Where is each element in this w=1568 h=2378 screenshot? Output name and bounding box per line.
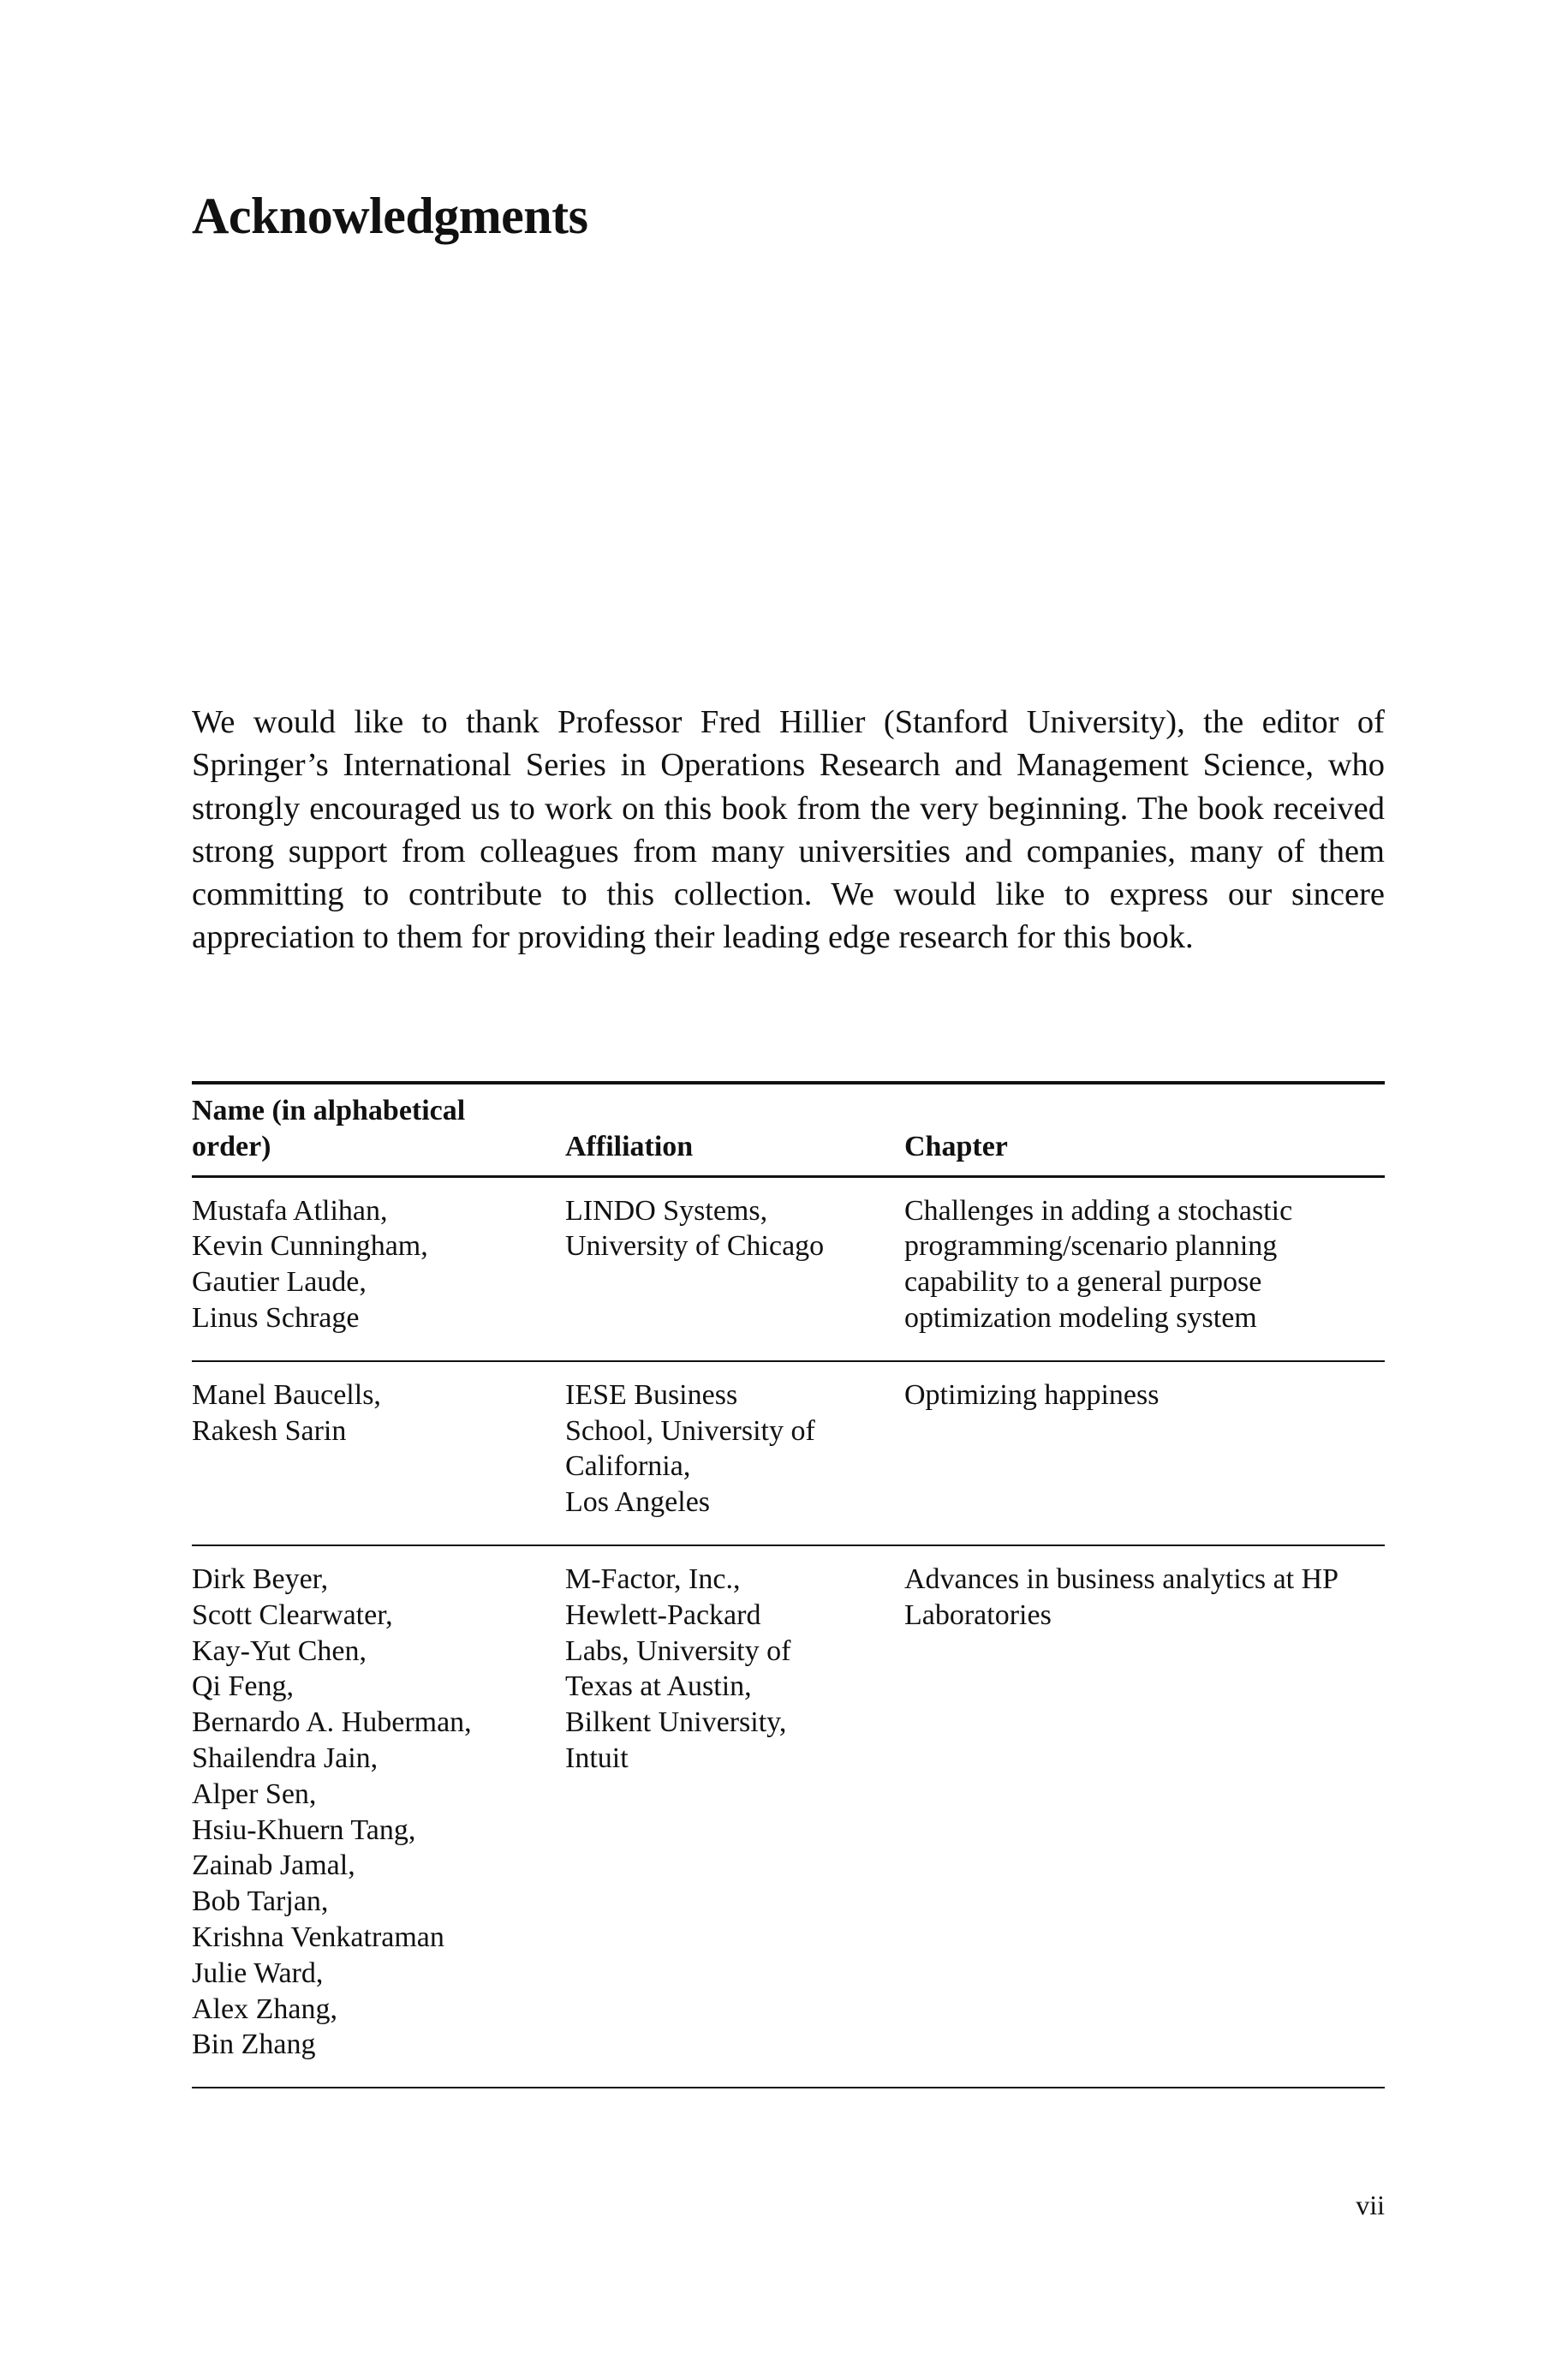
affiliation-line: IESE Business <box>565 1378 738 1411</box>
page-number: vii <box>1356 2190 1385 2220</box>
affiliation-line: Labs, University of <box>565 1634 791 1667</box>
contributor-name: Julie Ward, <box>192 1957 324 1989</box>
contributor-name: Gautier Laude, <box>192 1266 367 1299</box>
affiliation-line: University of Chicago <box>565 1230 825 1263</box>
contributor-name: Linus Schrage <box>192 1301 360 1334</box>
table-header <box>192 1083 1385 1176</box>
table-header-row <box>192 1083 1385 1176</box>
chapter-line: capability to a general purpose <box>904 1266 1262 1299</box>
contributor-name: Alper Sen, <box>192 1778 317 1810</box>
page-title: Acknowledgments <box>192 188 588 244</box>
affiliation-cell <box>565 1545 904 2088</box>
chapter-line: Challenges in adding a stochastic <box>904 1194 1293 1227</box>
chapter-line: Optimizing happiness <box>904 1378 1160 1411</box>
affiliation-line: M-Factor, Inc., <box>565 1562 741 1595</box>
affiliation-cell <box>565 1176 904 1361</box>
affiliation-cell <box>565 1361 904 1545</box>
names-cell <box>192 1545 565 2088</box>
table-row <box>192 1176 1385 1361</box>
contributor-name: Kevin Cunningham, <box>192 1230 428 1263</box>
acknowledgments-table <box>192 1081 1385 2088</box>
contributor-name: Krishna Venkatraman <box>192 1921 444 1953</box>
affiliation-line: Texas at Austin, <box>565 1670 752 1703</box>
contributor-name: Kay-Yut Chen, <box>192 1634 367 1667</box>
contributor-name: Dirk Beyer, <box>192 1562 329 1595</box>
affiliation-line: School, University of <box>565 1414 815 1447</box>
header-affiliation: Affiliation <box>565 1130 694 1162</box>
names-cell <box>192 1176 565 1361</box>
contributor-name: Shailendra Jain, <box>192 1742 379 1774</box>
chapter-line: Laboratories <box>904 1598 1052 1631</box>
contributor-name: Rakesh Sarin <box>192 1414 347 1447</box>
table-row <box>192 1361 1385 1545</box>
affiliation-line: Hewlett-Packard <box>565 1598 761 1631</box>
affiliation-line: California, <box>565 1450 691 1483</box>
names-cell <box>192 1361 565 1545</box>
contributor-name: Bernardo A. Huberman, <box>192 1706 472 1739</box>
intro-paragraph: We would like to thank Professor Fred Hillier (Stanford University), the editor of Springer’s International Series in Operations Research and Management Science, who strongly encouraged us to work on this book from the very beginning. The book received strong support from colleagues from many universities and companies, many of them committing to contribute to this collection. We would like to express our sincere appreciation to them for providing their leading edge research for this book. <box>192 704 1385 956</box>
chapter-cell <box>904 1545 1385 2088</box>
contributor-name: Mustafa Atlihan, <box>192 1194 388 1227</box>
affiliation-line: Intuit <box>565 1742 629 1774</box>
affiliation-line: Bilkent University, <box>565 1706 787 1739</box>
chapter-line: programming/scenario planning <box>904 1230 1278 1263</box>
contributor-name: Zainab Jamal, <box>192 1849 355 1882</box>
chapter-cell <box>904 1361 1385 1545</box>
header-name <box>192 1083 565 1176</box>
contributor-name: Hsiu-Khuern Tang, <box>192 1813 416 1846</box>
contributor-name: Manel Baucells, <box>192 1378 381 1411</box>
affiliation-line: Los Angeles <box>565 1486 711 1519</box>
table-body <box>192 1176 1385 2088</box>
contributor-name: Bin Zhang <box>192 2028 316 2061</box>
chapter-cell <box>904 1176 1385 1361</box>
contributor-name: Bob Tarjan, <box>192 1885 329 1918</box>
header-name-line: Name (in alphabetical <box>192 1095 466 1126</box>
header-chapter: Chapter <box>904 1130 1008 1162</box>
contributor-name: Qi Feng, <box>192 1670 294 1703</box>
contributor-name: Scott Clearwater, <box>192 1598 393 1631</box>
chapter-line: Advances in business analytics at HP <box>904 1562 1339 1595</box>
table-row <box>192 1545 1385 2088</box>
contributor-name: Alex Zhang, <box>192 1993 337 2025</box>
header-name-line: order) <box>192 1130 271 1162</box>
affiliation-line: LINDO Systems, <box>565 1194 768 1227</box>
chapter-line: optimization modeling system <box>904 1301 1257 1334</box>
